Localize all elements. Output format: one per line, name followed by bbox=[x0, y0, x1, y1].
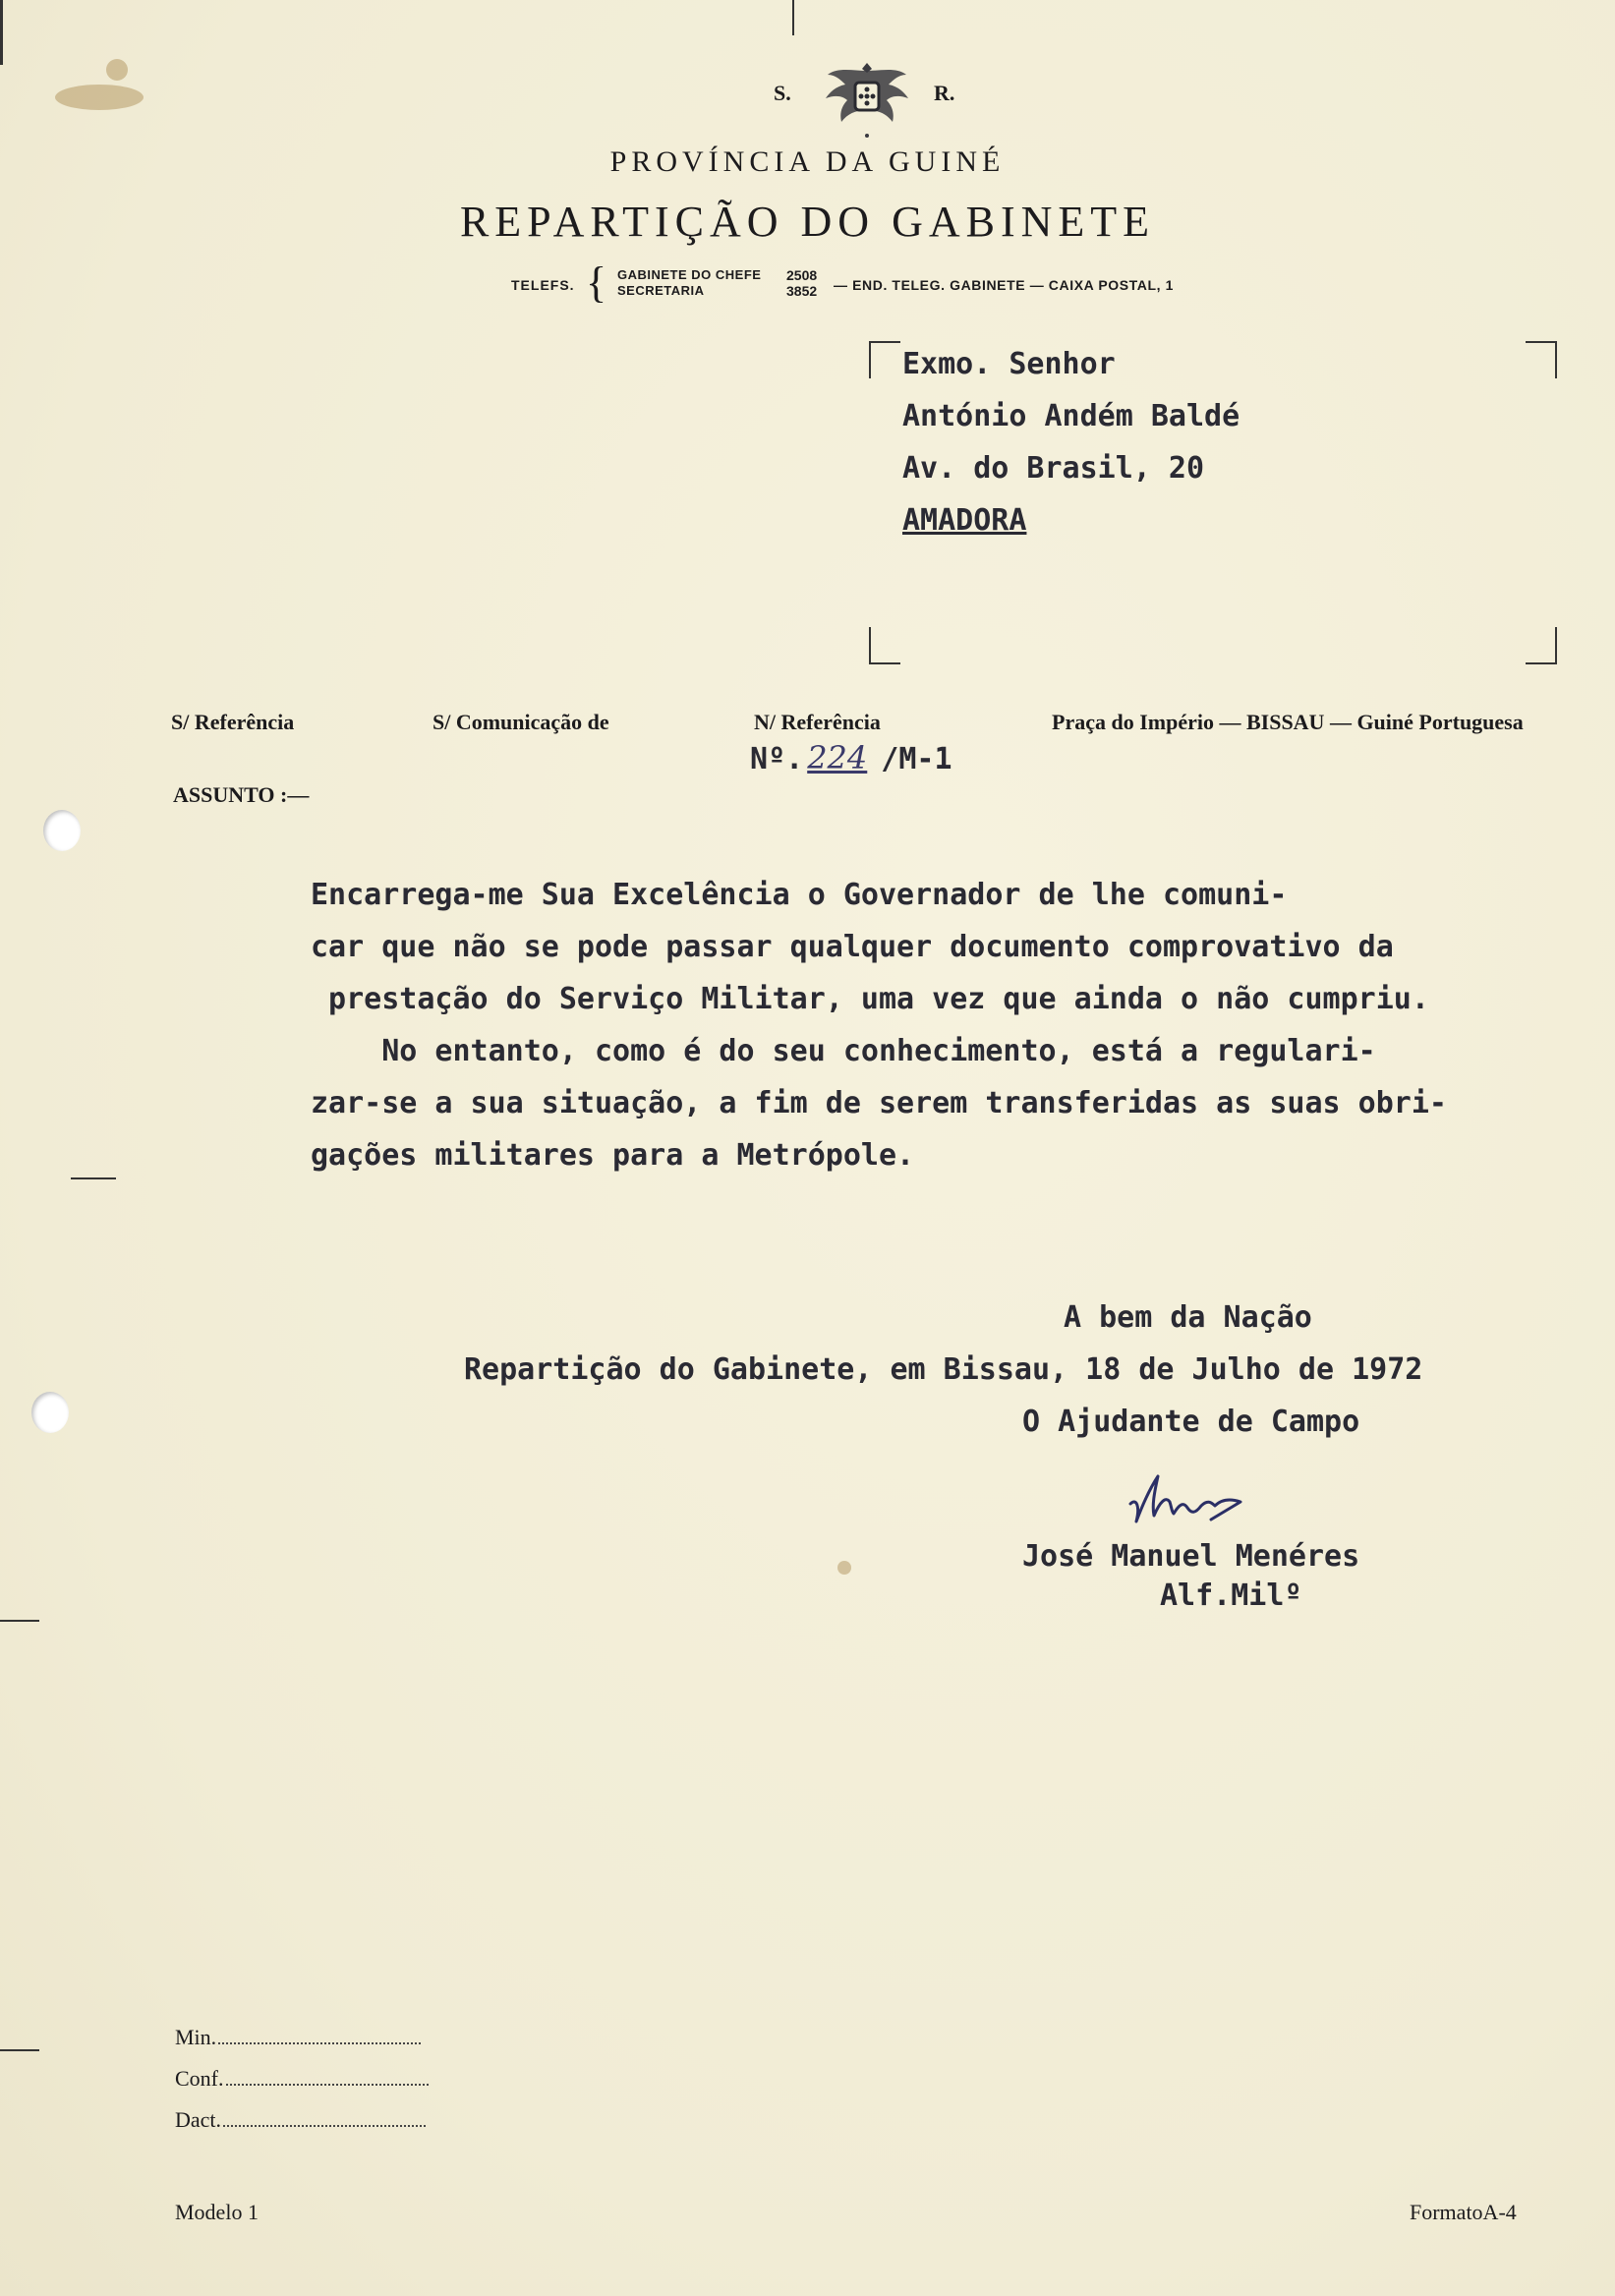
footer-dact-line bbox=[223, 2107, 426, 2127]
footer-min bbox=[175, 2025, 421, 2050]
closing-role: O Ajudante de Campo bbox=[1022, 1405, 1360, 1439]
header-s: S. bbox=[774, 81, 791, 105]
closing-place-date: Repartição do Gabinete, em Bissau, 18 de Julho de 1972 bbox=[464, 1352, 1423, 1387]
footer-min-line bbox=[218, 2025, 421, 2044]
s-referencia-label: S/ Referência bbox=[171, 710, 295, 734]
address-salutation: Exmo. Senhor bbox=[902, 347, 1116, 381]
reference-number bbox=[750, 739, 952, 776]
letter-body: Encarrega-me Sua Excelência o Governador de lhe comuni- car que não se pode passar qualquer documento comprovativo da prestação do Serviço Militar, uma vez que ainda o não cumpriu. No entanto, como é do seu conhecimento, está a regulari- zar-se a sua situação, a fim de serem transferidas as suas obri- gações militares para a Metrópole. bbox=[311, 878, 1447, 1173]
recipient-address bbox=[902, 338, 1240, 546]
provincia-title: PROVÍNCIA DA GUINÉ bbox=[609, 145, 1006, 178]
stain bbox=[837, 1561, 851, 1575]
format-label: FormatoA-4 bbox=[1410, 2200, 1517, 2224]
assunto-label: ASSUNTO :— bbox=[173, 782, 310, 807]
address-street: Av. do Brasil, 20 bbox=[902, 451, 1205, 486]
fold-mark bbox=[71, 1177, 116, 1179]
s-comunicacao-label: S/ Comunicação de bbox=[433, 710, 609, 734]
closing-salutation: A bem da Nação bbox=[1064, 1300, 1312, 1335]
telephone-lines bbox=[617, 267, 761, 299]
location-line: Praça do Império — BISSAU — Guiné Portuguesa bbox=[1052, 710, 1524, 734]
address-corner-mark bbox=[1526, 341, 1557, 378]
tel-line-secretaria: SECRETARIA bbox=[617, 283, 705, 298]
brace-icon: { bbox=[586, 258, 607, 307]
coat-of-arms-icon bbox=[822, 57, 912, 138]
reparticao-title: REPARTIÇÃO DO GABINETE bbox=[459, 198, 1156, 246]
ref-number-handwritten: 224 bbox=[807, 739, 868, 776]
address-corner-mark bbox=[869, 341, 900, 378]
stain bbox=[106, 59, 128, 81]
footer-min-label: Min. bbox=[175, 2025, 217, 2049]
header-r: R. bbox=[934, 81, 955, 105]
address-name: António Andém Baldé bbox=[902, 399, 1240, 433]
signer-name: José Manuel Menéres bbox=[1022, 1539, 1360, 1574]
footer-conf bbox=[175, 2066, 429, 2092]
fold-mark bbox=[0, 2049, 39, 2051]
address-corner-mark bbox=[1526, 627, 1557, 664]
telefs-label: TELEFS. bbox=[511, 277, 575, 293]
tel-line-chefe: GABINETE DO CHEFE bbox=[617, 267, 762, 282]
address-city: AMADORA bbox=[902, 503, 1027, 538]
stain bbox=[55, 85, 144, 110]
n-referencia-label: N/ Referência bbox=[754, 710, 881, 734]
ref-number-suffix: /M-1 bbox=[881, 742, 952, 776]
ref-number-prefix: Nº. bbox=[750, 742, 804, 776]
telephone-numbers bbox=[786, 267, 817, 299]
left-edge-mark bbox=[0, 0, 3, 65]
footer-conf-line bbox=[226, 2066, 429, 2086]
handwritten-signature bbox=[1121, 1464, 1337, 1533]
footer-conf-label: Conf. bbox=[175, 2066, 224, 2091]
signer-rank: Alf.Milº bbox=[1160, 1578, 1302, 1613]
punch-hole bbox=[31, 1392, 69, 1433]
fold-mark bbox=[0, 1620, 39, 1622]
footer-dact-label: Dact. bbox=[175, 2107, 222, 2132]
model-label: Modelo 1 bbox=[175, 2200, 259, 2224]
punch-hole bbox=[43, 810, 81, 851]
tel-number-chefe: 2508 bbox=[786, 267, 818, 283]
footer-dact bbox=[175, 2107, 426, 2133]
telegraph-address: — END. TELEG. GABINETE — CAIXA POSTAL, 1 bbox=[834, 277, 1175, 293]
tel-number-secretaria: 3852 bbox=[786, 283, 818, 299]
top-tick-line bbox=[792, 0, 794, 35]
address-corner-mark bbox=[869, 627, 900, 664]
